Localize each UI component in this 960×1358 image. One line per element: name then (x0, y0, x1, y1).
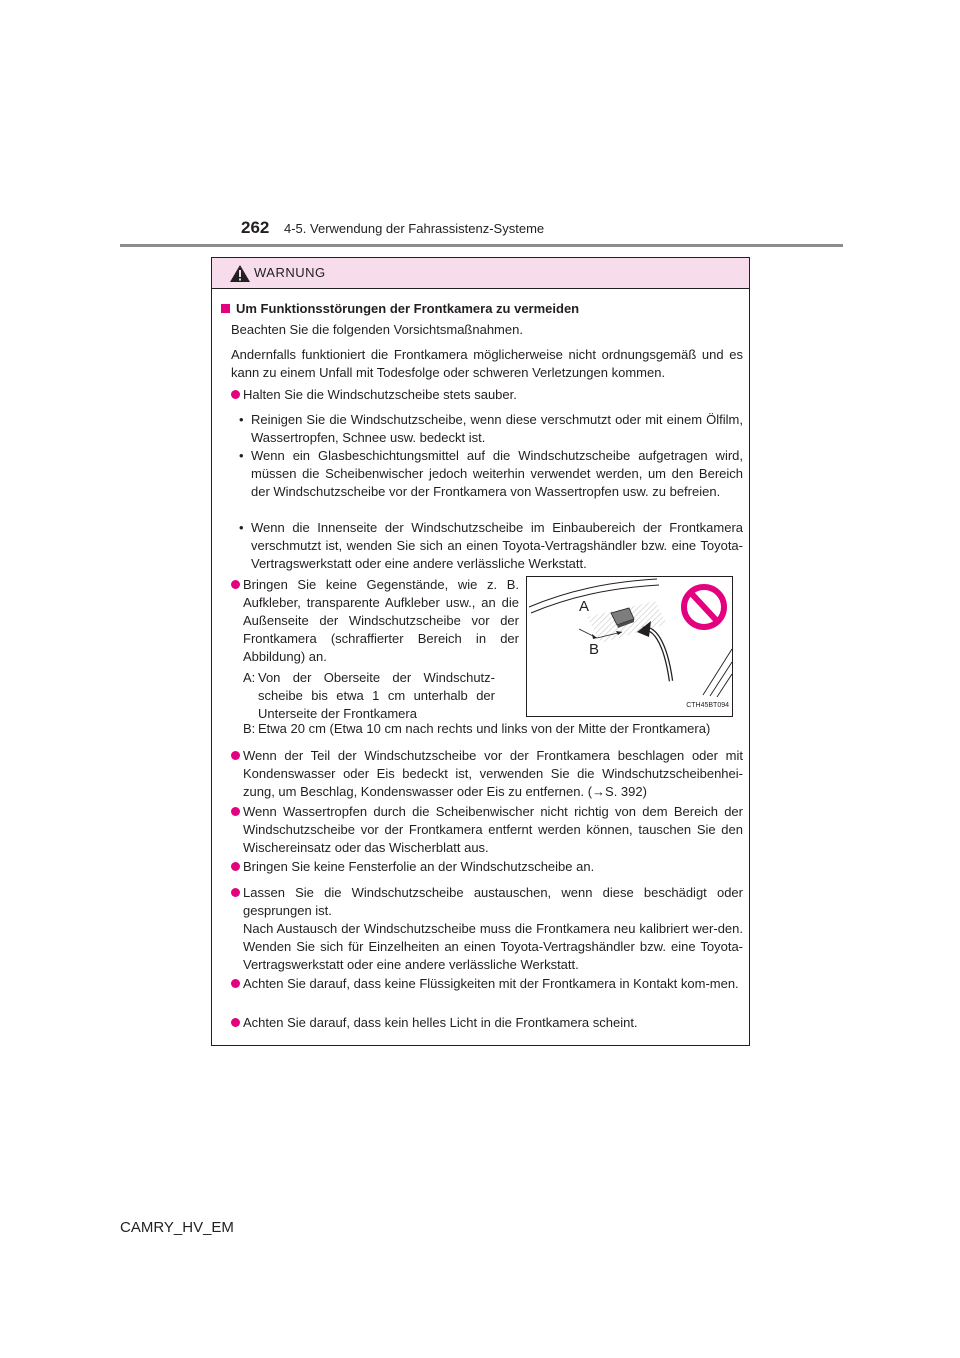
list-item-text: Wenn der Teil der Windschutzscheibe vor der Frontkamera beschlagen oder mit Kondenswasser oder Eis bedeckt ist, verwenden Sie die Windschutzscheibenhei-zung, um Beschlag, Kondenswasser oder Eis zu entfernen. (→S. 392) (243, 748, 743, 799)
label-b-text: Etwa 20 cm (Etwa 10 cm nach rechts und links von der Mitte der Frontkamera) (258, 721, 711, 736)
sub-list-item-text: Reinigen Sie die Windschutzscheibe, wenn diese verschmutzt oder mit einem Ölfilm, Wassertropfen, Schnee usw. bedeckt ist. (251, 412, 743, 445)
sub-list-item (239, 411, 743, 447)
pink-dot-icon (231, 862, 240, 871)
page-number: 262 (241, 218, 270, 237)
windshield-illustration (527, 577, 732, 716)
square-bullet-icon (221, 304, 230, 313)
list-item-text: Achten Sie darauf, dass kein helles Licht in die Frontkamera scheint. (243, 1015, 638, 1030)
pink-dot-icon (231, 979, 240, 988)
pink-dot-icon (231, 390, 240, 399)
sub-list-item-text: Wenn die Innenseite der Windschutzscheibe im Einbaubereich der Frontkamera verschmutzt ist, wenden Sie sich an einen Toyota-Vertragshändler bzw. eine Toyota-Vertragswerkstatt oder eine andere verlässliche Werkstatt. (251, 520, 743, 571)
document-code: CAMRY_HV_EM (120, 1219, 234, 1236)
list-item (231, 576, 519, 666)
figure-code: CTH45BT094 (686, 702, 729, 709)
section-heading (221, 300, 579, 318)
chapter-title: 4-5. Verwendung der Fahrassistenz-Systeme (284, 221, 545, 236)
section-heading-text: Um Funktionsstörungen der Frontkamera zu vermeiden (236, 301, 580, 316)
list-item (231, 884, 743, 974)
sub-list-item (239, 519, 743, 573)
sub-list-item-text: Wenn ein Glasbeschichtungsmittel auf die Windschutzscheibe aufgetragen wird, müssen die Scheibenwischer jedoch weiterhin verwendet werden, um den Bereich der Windschutzscheibe vor der Frontkamera von Wassertropfen usw. zu befreien. (251, 448, 743, 499)
warning-box (211, 257, 750, 1046)
pink-dot-icon (231, 751, 240, 760)
list-item (231, 747, 743, 801)
intro-text: Beachten Sie die folgenden Vorsichtsmaßnahmen. (231, 322, 523, 337)
label-a-key: A: (243, 670, 256, 685)
pink-dot-icon (231, 1018, 240, 1027)
consequence-text: Andernfalls funktioniert die Frontkamera möglicherweise nicht ordnungsgemäß und es kann zu einem Unfall mit Todesfolge oder schweren Verletzungen kommen. (231, 347, 743, 380)
list-item-text: Bringen Sie keine Gegenstände, wie z. B. Aufkleber, transparente Aufkleber usw., an die Außenseite der Windschutzscheibe vor der Frontkamera (schraffierter Bereich in der Abbildung) an. (243, 577, 519, 664)
list-item (231, 386, 743, 404)
pink-dot-icon (231, 807, 240, 816)
list-item-text: Wenn Wassertropfen durch die Scheibenwischer nicht richtig von dem Bereich der Windschutzscheibe vor der Frontkamera entfernt werden können, tauschen Sie den Wischereinsatz oder das Wischerblatt aus. (243, 804, 743, 855)
label-a-text: Von der Oberseite der Windschutz-scheibe bis etwa 1 cm unterhalb der Unterseite der Frontkamera (258, 670, 495, 721)
list-item (231, 858, 743, 876)
camera-area-figure (526, 576, 733, 717)
warning-header (212, 258, 749, 289)
pink-dot-icon (231, 580, 240, 589)
sub-list-item (239, 447, 743, 501)
label-b-key: B: (243, 721, 256, 736)
list-item-text: Lassen Sie die Windschutzscheibe austauschen, wenn diese beschädigt oder gesprungen ist. (243, 885, 743, 918)
label-b-row (243, 720, 743, 738)
list-item-text: Achten Sie darauf, dass keine Flüssigkeiten mit der Frontkamera in Kontakt kom-men. (243, 976, 739, 991)
list-item-text: Nach Austausch der Windschutzscheibe muss die Frontkamera neu kalibriert wer-den. Wenden Sie sich für Einzelheiten an einen Toyota-Vertragshändler bzw. eine Toyota-Vertragswerkstatt oder eine andere verlässliche Werkstatt. (243, 921, 743, 972)
figure-label-b: B (589, 641, 600, 658)
list-item-text: Halten Sie die Windschutzscheibe stets sauber. (243, 387, 517, 402)
list-item (231, 803, 743, 857)
list-item (231, 1014, 743, 1032)
figure-label-a: A (579, 598, 590, 615)
label-a-row (243, 669, 495, 723)
pink-dot-icon (231, 888, 240, 897)
sub-bullet: • (239, 448, 244, 463)
list-item (231, 975, 743, 993)
warning-title: WARNUNG (254, 265, 326, 280)
sub-bullet: • (239, 412, 244, 427)
warning-triangle-icon (229, 264, 251, 283)
header-divider (120, 244, 843, 247)
sub-bullet: • (239, 520, 244, 535)
list-item-text: Bringen Sie keine Fensterfolie an der Windschutzscheibe an. (243, 859, 595, 874)
